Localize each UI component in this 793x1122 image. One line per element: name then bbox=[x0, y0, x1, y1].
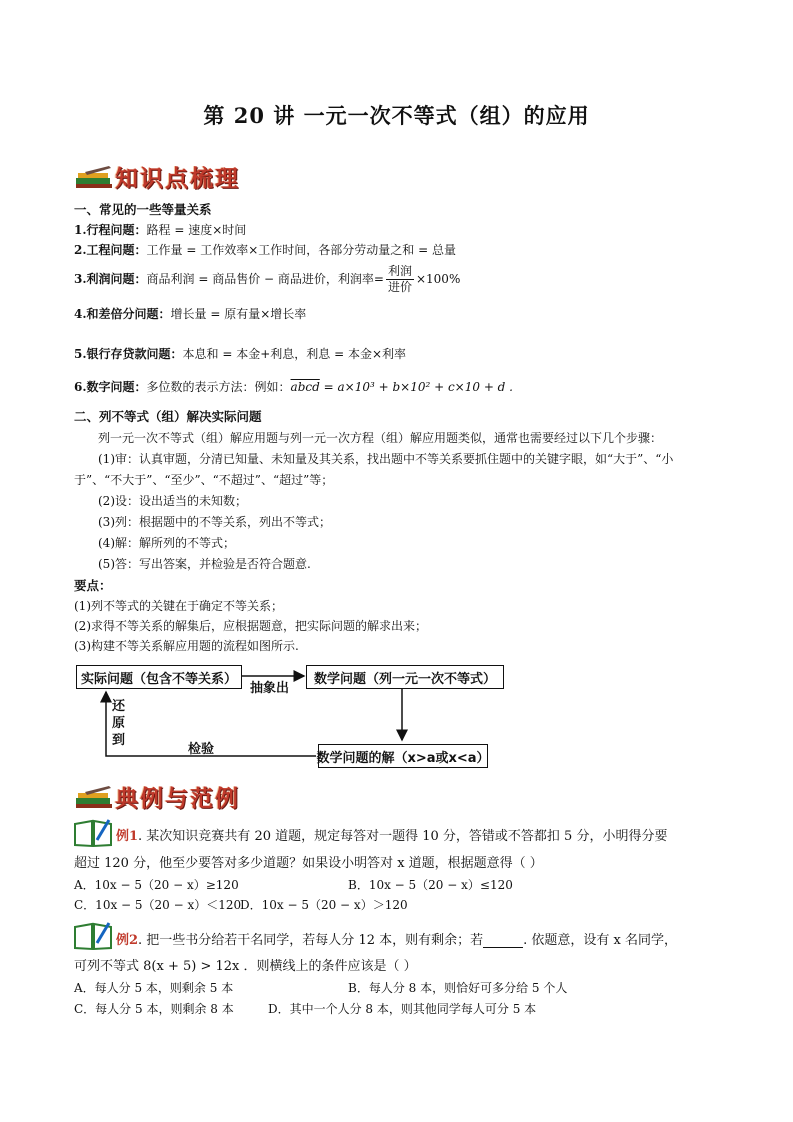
section2-heading: 二、列不等式（组）解决实际问题 bbox=[74, 409, 262, 424]
flow-box-math-problem: 数学问题（列一元一次不等式） bbox=[306, 665, 504, 689]
item-2-text: 工作量 = 工作效率×工作时间，各部分劳动量之和 = 总量 bbox=[146, 243, 456, 257]
key-3: (3)构建不等关系解应用题的流程如图所示. bbox=[74, 639, 299, 653]
digit-formula: = a×10³ + b×10² + c×10 + d . bbox=[319, 380, 513, 394]
item-6-label: 6.数字问题： bbox=[74, 380, 147, 394]
step-1b: 于”、“不大于”、“至少”、“不超过”、“超过”等； bbox=[74, 473, 334, 487]
item-6 bbox=[74, 378, 513, 395]
example2-option-c: C．每人分 5 本，则剩余 8 本 bbox=[74, 1002, 234, 1016]
banner-examples-label: 典例与范例 bbox=[115, 786, 240, 812]
example1-option-d: D．10x − 5（20 − x）＞120 bbox=[240, 898, 408, 912]
flow-box-real-problem: 实际问题（包含不等关系） bbox=[76, 665, 242, 689]
example2-text1a: . 把一些书分给若干名同学，若每人分 12 本，则有剩余；若 bbox=[138, 933, 484, 948]
flow-label-abstract: 抽象出 bbox=[250, 681, 290, 696]
item-1-label: 1.行程问题： bbox=[74, 223, 147, 237]
flow-box-solution: 数学问题的解（x>a或x<a） bbox=[318, 744, 488, 768]
example2-text1b: . 依题意，设有 x 名同学， bbox=[523, 933, 677, 948]
banner-examples bbox=[75, 780, 275, 814]
example-book-icon-1 bbox=[73, 818, 113, 848]
example2-label: 例2 bbox=[116, 933, 139, 948]
page-title: 第 20 讲 一元一次不等式（组）的应用 bbox=[203, 103, 590, 128]
profit-rate-fraction bbox=[386, 264, 414, 295]
item-5-text: 本息和 = 本金+利息，利息 = 本金×利率 bbox=[182, 347, 407, 361]
answer-blank[interactable] bbox=[483, 935, 523, 948]
example1-line2: 超过 120 分，他至少要答对多少道题？如果设小明答对 x 道题，根据题意得（ ） bbox=[74, 856, 543, 871]
example1-text1: . 某次知识竞赛共有 20 道题，规定每答对一题得 10 分，答错或不答都扣 5 分，小明得分要 bbox=[138, 829, 668, 844]
key-2: (2)求得不等关系的解集后，应根据题意，把实际问题的解求出来； bbox=[74, 619, 428, 633]
section2-intro: 列一元一次不等式（组）解应用题与列一元一次方程（组）解应用题类似，通常也需要经过以下几个步骤： bbox=[98, 431, 663, 445]
item-4-text: 增长量 = 原有量×增长率 bbox=[170, 307, 307, 321]
banner-knowledge bbox=[75, 160, 275, 194]
example2-line2: 可列不等式 8(x + 5) > 12x ．则横线上的条件应该是（ ） bbox=[74, 959, 417, 974]
item-2-label: 2.工程问题： bbox=[74, 243, 147, 257]
item-6-text: 多位数的表示方法：例如： bbox=[146, 380, 291, 394]
key-1: (1)列不等式的关键在于确定不等关系； bbox=[74, 599, 283, 613]
step-3: (3)列：根据题中的不等关系，列出不等式； bbox=[98, 515, 331, 529]
item-3-text: 商品利润 = 商品售价 − 商品进价，利润率= bbox=[146, 272, 384, 286]
banner-knowledge-label: 知识点梳理 bbox=[115, 166, 240, 192]
item-1-text: 路程 = 速度×时间 bbox=[146, 223, 247, 237]
item-2 bbox=[74, 241, 456, 258]
step-5: (5)答：写出答案，并检验是否符合题意. bbox=[98, 557, 311, 571]
overline-number: abcd bbox=[290, 380, 320, 394]
item-3-tail: ×100% bbox=[415, 272, 461, 286]
key-heading: 要点： bbox=[74, 578, 112, 593]
example1-line1 bbox=[116, 825, 667, 844]
flow-label-restore-2: 原 bbox=[112, 716, 126, 731]
fraction-denominator: 进价 bbox=[387, 280, 412, 294]
example1-option-c: C．10x − 5（20 − x）＜120 bbox=[74, 898, 242, 912]
flow-label-restore-3: 到 bbox=[112, 733, 126, 748]
example2-option-d: D．其中一个人分 8 本，则其他同学每人可分 5 本 bbox=[268, 1002, 537, 1016]
flow-label-verify: 检验 bbox=[188, 742, 215, 757]
example-book-icon-2 bbox=[73, 921, 113, 951]
example2-option-b: B．每人分 8 本，则恰好可多分给 5 个人 bbox=[348, 981, 568, 995]
item-3 bbox=[74, 259, 460, 299]
example1-option-b: B．10x − 5（20 − x）≤120 bbox=[348, 878, 513, 892]
example1-option-a: A．10x − 5（20 − x）≥120 bbox=[74, 878, 239, 892]
step-1a: (1)审：认真审题，分清已知量、未知量及其关系，找出题中不等关系要抓住题中的关键字眼，如“大于”、“小 bbox=[98, 452, 674, 466]
books-pen-icon-2 bbox=[75, 786, 115, 810]
item-4-label: 4.和差倍分问题： bbox=[74, 307, 171, 321]
step-4: (4)解：解所列的不等式； bbox=[98, 536, 235, 550]
books-pen-icon bbox=[75, 166, 115, 190]
example1-label: 例1 bbox=[116, 829, 139, 844]
item-5-label: 5.银行存贷款问题： bbox=[74, 347, 183, 361]
flow-label-restore-1: 还 bbox=[112, 699, 126, 714]
step-2: (2)设：设出适当的未知数； bbox=[98, 494, 247, 508]
example2-line1 bbox=[116, 929, 677, 948]
flow-diagram bbox=[70, 660, 510, 770]
section1-heading: 一、常见的一些等量关系 bbox=[74, 202, 212, 217]
item-3-label: 3.利润问题： bbox=[74, 272, 147, 286]
example2-option-a: A．每人分 5 本，则剩余 5 本 bbox=[74, 981, 234, 995]
flow-label-restore bbox=[112, 698, 125, 749]
item-5 bbox=[74, 345, 406, 362]
fraction-numerator: 利润 bbox=[387, 264, 412, 278]
item-4 bbox=[74, 305, 306, 322]
item-1 bbox=[74, 221, 246, 238]
